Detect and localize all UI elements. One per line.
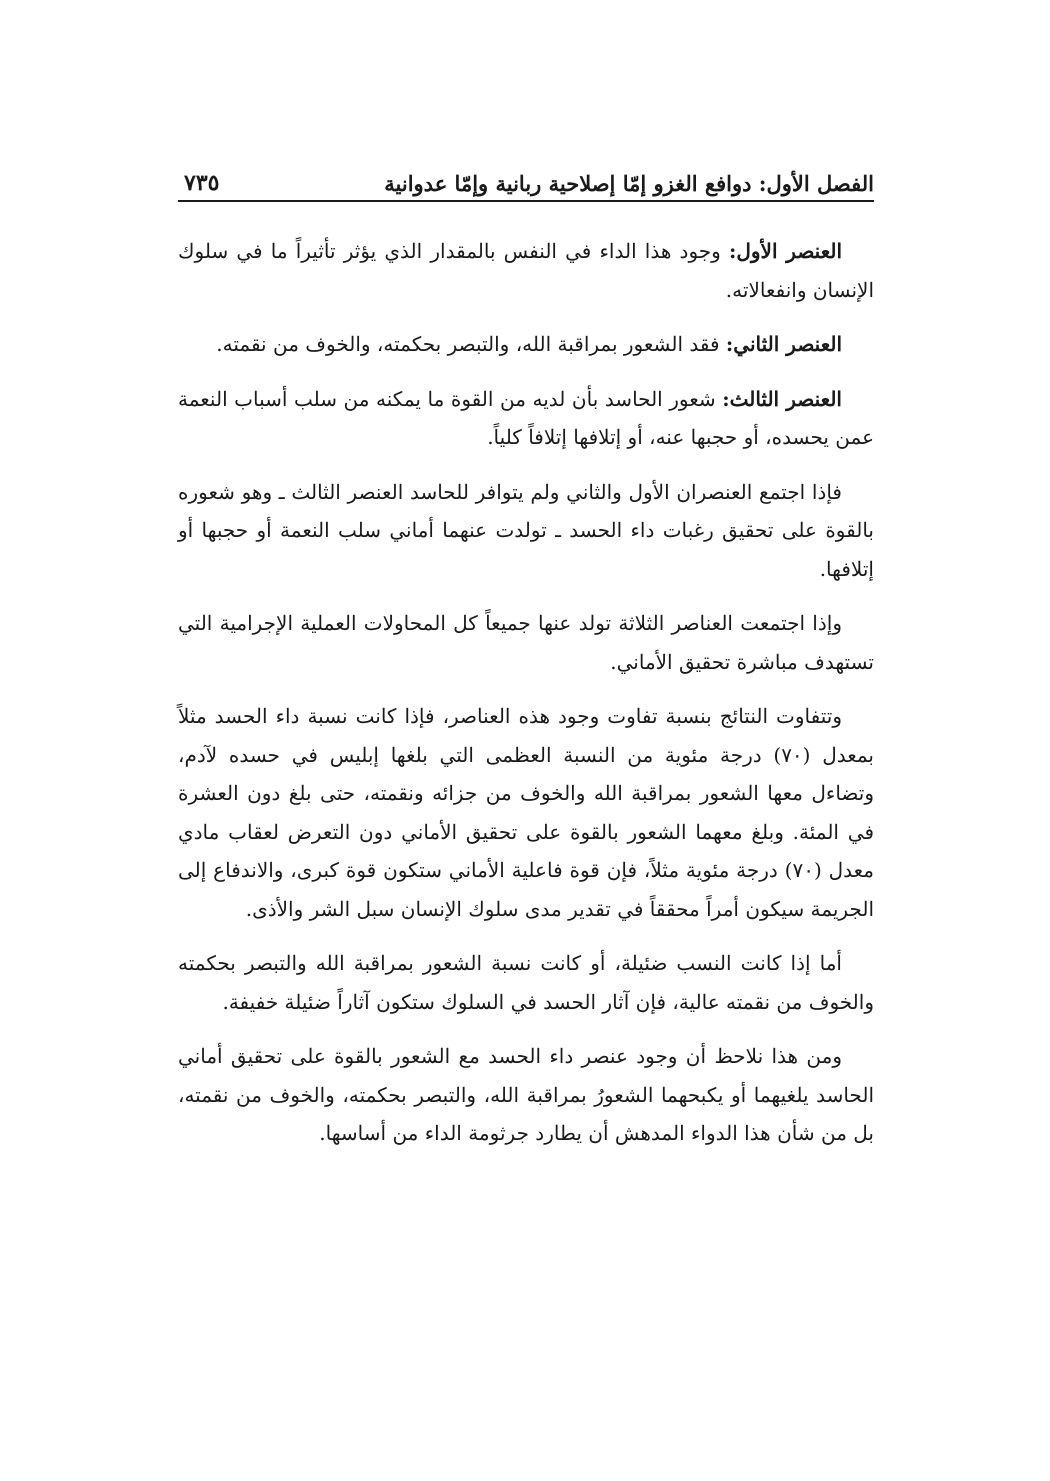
chapter-title: الفصل الأول: دوافع الغزو إمّا إصلاحية ربانية وإمّا عدوانية [384,171,874,196]
page-body [178,232,874,1153]
paragraph-text: فقد الشعور بمراقبة الله، والتبصر بحكمته، والخوف من نقمته. [216,332,726,356]
paragraph [178,697,874,928]
paragraph [178,1037,874,1153]
element-heading: العنصر الأول: [728,239,842,263]
paragraph [178,380,874,457]
paragraph-text: أما إذا كانت النسب ضئيلة، أو كانت نسبة الشعور بمراقبة الله والتبصر بحكمته والخوف من نقمته عالية، فإن آثار الحسد في السلوك ستكون آثاراً ضئيلة خفيفة. [178,951,874,1014]
paragraph-text: فإذا اجتمع العنصران الأول والثاني ولم يتوافر للحاسد العنصر الثالث ـ وهو شعوره بالقوة على تحقيق رغبات داء الحسد ـ تولدت عنهما أماني سلب النعمة أو حجبها أو إتلافها. [178,479,874,581]
paragraph [178,325,874,364]
paragraph-text: شعور الحاسد بأن لديه من القوة ما يمكنه من سلب أسباب النعمة عمن يحسده، أو حجبها عنه، أو إتلافها إتلافاً كلياً. [178,386,874,449]
paragraph [178,232,874,309]
running-header [178,160,874,202]
paragraph-text: وجود هذا الداء في النفس بالمقدار الذي يؤثر تأثيراً ما في سلوك الإنسان وانفعالاته. [178,239,874,302]
paragraph [178,604,874,681]
paragraph-text: وتتفاوت النتائج بنسبة تفاوت وجود هذه العناصر، فإذا كانت نسبة داء الحسد مثلاً بمعدل (٧٠) درجة مئوية من النسبة العظمى التي بلغها إبليس في حسده لآدم، وتضاءل معها الشعور بمراقبة الله والخوف من جزائه ونقمته، حتى بلغ دون العشرة في المئة. وبلغ معهما الشعور بالقوة على تحقيق الأماني دون التعرض لعقاب مادي معدل (٧٠) درجة مئوية مثلاً، فإن قوة فاعلية الأماني ستكون قوة كبرى، والاندفاع إلى الجريمة سيكون أمراً محققاً في تقدير مدى سلوك الإنسان سبل الشر والأذى. [178,704,874,921]
element-heading: العنصر الثالث: [722,386,842,411]
paragraph [178,944,874,1021]
element-heading: العنصر الثاني: [725,332,842,356]
paragraph [178,473,874,589]
paragraph-text: وإذا اجتمعت العناصر الثلاثة تولد عنها جميعاً كل المحاولات العملية الإجرامية التي تستهدف مباشرة تحقيق الأماني. [178,611,874,674]
page-number: ٧٣٥ [184,170,220,196]
paragraph-text: ومن هذا نلاحظ أن وجود عنصر داء الحسد مع الشعور بالقوة على تحقيق أماني الحاسد يلغيهما أو يكبحهما الشعورُ بمراقبة الله، والتبصر بحكمته، والخوف من نقمته، بل من شأن هذا الدواء المدهش أن يطارد جرثومة الداء من أساسها. [178,1044,874,1145]
book-page [178,160,874,1169]
